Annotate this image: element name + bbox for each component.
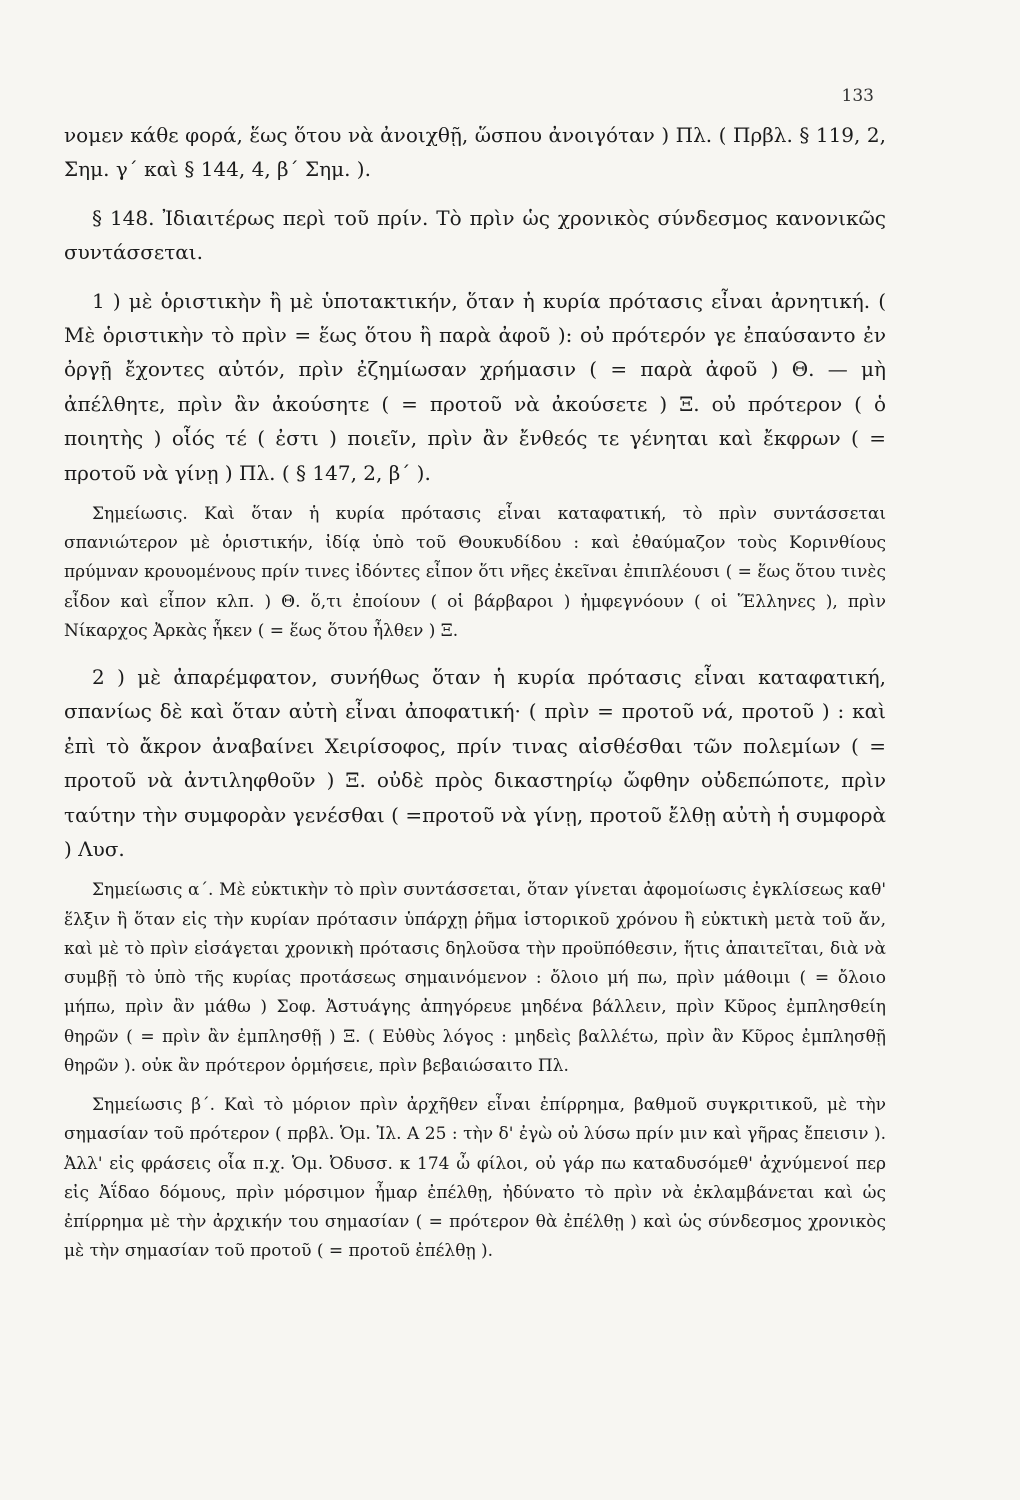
page-number: 133: [841, 86, 874, 106]
section-148-heading: § 148. Ἰδιαιτέρως περὶ τοῦ πρίν. Τὸ πρὶν ὡς χρονικὸς σύνδεσμος κανονικῶς συντάσσεται.: [64, 205, 886, 265]
paragraph-rule-2: 2 ) μὲ ἀπαρέμφατον, συνήθως ὅταν ἡ κυρία πρότασις εἶναι καταφατική, σπανίως δὲ καὶ ὅταν αὐτὴ εἶναι ἀποφατική· ( πρὶν = προτοῦ νά, προτοῦ ) : καὶ ἐπὶ τὸ ἄκρον ἀναβαίνει Χειρίσοφος, πρίν τινας αἰσθέσθαι τῶν πολεμίων ( = προτοῦ νὰ ἀντιληφθοῦν ) Ξ. οὐδὲ πρὸς δικαστηρίῳ ὤφθην οὐδεπώποτε, πρὶν ταύτην τὴν συμφορὰν γενέσθαι ( =προτοῦ νὰ γίνῃ, προτοῦ ἔλθῃ αὐτὴ ἡ συμφορὰ ) Λυσ.: [64, 665, 886, 862]
paragraph-continuation: νομεν κάθε φορά, ἕως ὅτου νὰ ἀνοιχθῇ, ὥσπου ἀνοιγόταν ) Πλ. ( Πρβλ. § 119, 2, Σημ. γ΄ καὶ § 144, 4, β΄ Σημ. ).: [64, 123, 886, 182]
note-beta: Σημείωσις β΄. Καὶ τὸ μόριον πρὶν ἀρχῆθεν εἶναι ἐπίρρημα, βαθμοῦ συγκριτικοῦ, μὲ τὴν σημασίαν τοῦ πρότερον ( πρβλ. Ὁμ. Ἰλ. Α 25 : τὴν δ' ἐγὼ οὐ λύσω πρίν μιν καὶ γῆρας ἔπεισιν ). Ἀλλ' εἰς φράσεις οἷα π.χ. Ὁμ. Ὀδυσσ. κ 174 ὦ φίλοι, οὐ γάρ πω καταδυσόμεθ' ἀχνύμενοί περ εἰς Ἀΐδαο δόμους, πρὶν μόρσιμον ἦμαρ ἐπέλθῃ, ἠδύνατο τὸ πρὶν νὰ ἐκλαμβάνεται καὶ ὡς ἐπίρρημα μὲ τὴν ἀρχικήν του σημασίαν ( = πρότερον θὰ ἐπέλθῃ ) καὶ ὡς σύνδεσμος χρονικὸς μὲ τὴν σημασίαν τοῦ προτοῦ ( = προτοῦ ἐπέλθῃ ).: [64, 1095, 886, 1262]
page-body: [64, 118, 886, 1272]
note-1: Σημείωσις. Καὶ ὅταν ἡ κυρία πρότασις εἶναι καταφατική, τὸ πρὶν συντάσσεται σπανιώτερον μὲ ὁριστικήν, ἰδίᾳ ὑπὸ τοῦ Θουκυδίδου : καὶ ἐθαύμαζον τοὺς Κορινθίους πρύμναν κρουομένους πρίν τινες ἰδόντες εἶπον ὅτι νῆες ἐκεῖναι ἐπιπλέουσι ( = ἕως ὅτου τινὲς εἶδον καὶ εἶπον κλπ. ) Θ. ὅ,τι ἐποίουν ( οἱ βάρβαροι ) ἠμφεγνόουν ( οἱ Ἕλληνες ), πρὶν Νίκαρχος Ἀρκὰς ἧκεν ( = ἕως ὅτου ἦλθεν ) Ξ.: [64, 503, 886, 641]
note-alpha: Σημείωσις α΄. Μὲ εὐκτικὴν τὸ πρὶν συντάσσεται, ὅταν γίνεται ἀφομοίωσις ἐγκλίσεως καθ' ἕλξιν ἢ ὅταν εἰς τὴν κυρίαν πρότασιν ὑπάρχῃ ῥῆμα ἱστορικοῦ χρόνου ἢ εὐκτικὴ μετὰ τοῦ ἄν, καὶ μὲ τὸ πρὶν εἰσάγεται χρονικὴ πρότασις δηλοῦσα τὴν προϋπόθεσιν, ἥτις ἀπαιτεῖται, διὰ νὰ συμβῇ τὸ ὑπὸ τῆς κυρίας προτάσεως σημαινόμενον : ὄλοιο μή πω, πρὶν μάθοιμι ( = ὄλοιο μήπω, πρὶν ἂν μάθω ) Σοφ. Ἀστυάγης ἀπηγόρευε μηδένα βάλλειν, πρὶν Κῦρος ἐμπλησθείη θηρῶν ( = πρὶν ἂν ἐμπλησθῇ ) Ξ. ( Εὐθὺς λόγος : μηδεὶς βαλλέτω, πρὶν ἂν Κῦρος ἐμπλησθῇ θηρῶν ). οὐκ ἂν πρότερον ὁρμήσειε, πρὶν βεβαιώσαιτο Πλ.: [64, 880, 886, 1076]
paragraph-rule-1: 1 ) μὲ ὁριστικὴν ἢ μὲ ὑποτακτικήν, ὅταν ἡ κυρία πρότασις εἶναι ἀρνητική. ( Μὲ ὁριστικὴν τὸ πρὶν = ἕως ὅτου ἢ παρὰ ἀφοῦ ): οὐ πρότερόν γε ἐπαύσαντο ἐν ὀργῇ ἔχοντες αὐτόν, πρὶν ἐζημίωσαν χρήμασιν ( = παρὰ ἀφοῦ ) Θ. — μὴ ἀπέλθητε, πρὶν ἂν ἀκούσητε ( = προτοῦ νὰ ἀκούσετε ) Ξ. οὐ πρότερον ( ὁ ποιητὴς ) οἷός τέ ( ἐστι ) ποιεῖν, πρὶν ἂν ἔνθεός τε γένηται καὶ ἔκφρων ( = προτοῦ νὰ γίνῃ ) Πλ. ( § 147, 2, β΄ ).: [64, 288, 886, 485]
